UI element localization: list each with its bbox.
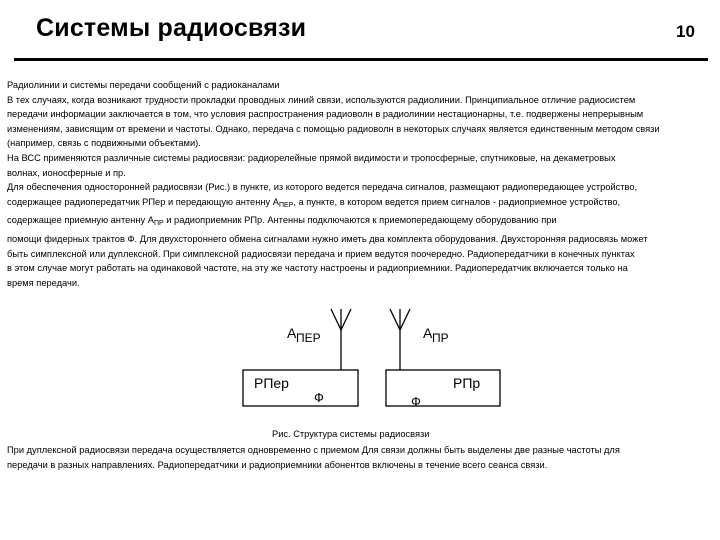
body-line-part: содержащее приемную антенну А [7, 215, 154, 226]
body-line: Для обеспечения односторонней радиосвязи (Рис.) в пункте, из которого ведется передача сигналов, размещают радиопередающее устройство, [7, 182, 638, 193]
bottom-text [7, 443, 713, 472]
tx-antenna-sub: ПЕР [296, 331, 321, 345]
bottom-line: При дуплексной радиосвязи передача осуществляется одновременно с приемом Для связи должны быть выделены две разные частоты для [7, 445, 620, 455]
rx-antenna-sub: ПР [432, 331, 449, 345]
body-line: Радиолинии и системы передачи сообщений с радиоканалами [7, 80, 280, 90]
figure-caption: Рис. Структура системы радиосвязи [272, 429, 430, 439]
body-line: В тех случаях, когда возникают трудности прокладки проводных линий связи, используются радиолинии. Принципиальное отличие радиосистем [7, 94, 636, 105]
antenna-rx-subscript: ПР [153, 220, 164, 228]
transmitter-label: РПер [254, 375, 289, 391]
body-line: изменениям, зависящим от времени и частоты. Однако, передача с помощью радиоволн в некоторых случаях является единственным методом связи [7, 123, 660, 134]
body-line: (например, связь с подвижными объектами). [7, 138, 201, 149]
receiver-label: РПр [453, 375, 481, 391]
slide-number: 10 [676, 22, 695, 41]
receiver-box [386, 370, 500, 406]
feeder-tx-label: Ф [314, 390, 324, 405]
body-line: волнах, ионосферные и пр. [7, 167, 126, 178]
body-line: передачи информации заключается в том, что условия распространения радиоволн в радиолинии нестационарны, т.е. подвержены непрерывным [7, 109, 644, 120]
rx-antenna-label: А [423, 325, 433, 341]
body-line: На ВСС применяются различные системы радиосвязи: радиорелейные прямой видимости и тропосферные, спутниковые, на декаметровых [7, 152, 616, 163]
rx-antenna-icon [390, 309, 410, 370]
body-line: в этом случае могут работать на одинаковой частоте, на эту же частоту настроены и радиоприемники. Радиопередатчик включается только на [7, 263, 628, 274]
body-line-part: и радиоприемник РПр. Антенны подключаются к приемопередающему оборудованию при [163, 215, 557, 226]
bottom-line: передачи в разных направлениях. Радиопередатчики и радиоприемники абонентов включены в течение всего сеанса связи. [7, 459, 548, 470]
body-line: время передачи. [7, 277, 80, 288]
body-line: быть симплексной или дуплексной. При симплексной радиосвязи передача и прием ведутся поочередно. Радиопередатчики в конечных пунктах [7, 248, 635, 259]
tx-antenna-icon [331, 309, 351, 370]
body-line: помощи фидерных трактов Ф. Для двухстороннего обмена сигналами нужно иметь два комплекта оборудования. Двухсторонняя радиосвязь может [7, 233, 648, 244]
antenna-tx-subscript: ПЕР [278, 201, 294, 209]
body-line-part: , а пункте, в котором ведется прием сигналов - радиоприемное устройство, [293, 196, 621, 207]
tx-antenna-label: А [287, 325, 297, 341]
slide-title: Системы радиосвязи [36, 14, 307, 42]
body-line-part: содержащее радиопередатчик РПер и передающую антенну А [7, 196, 279, 207]
feeder-rx-label: Ф [411, 394, 421, 409]
